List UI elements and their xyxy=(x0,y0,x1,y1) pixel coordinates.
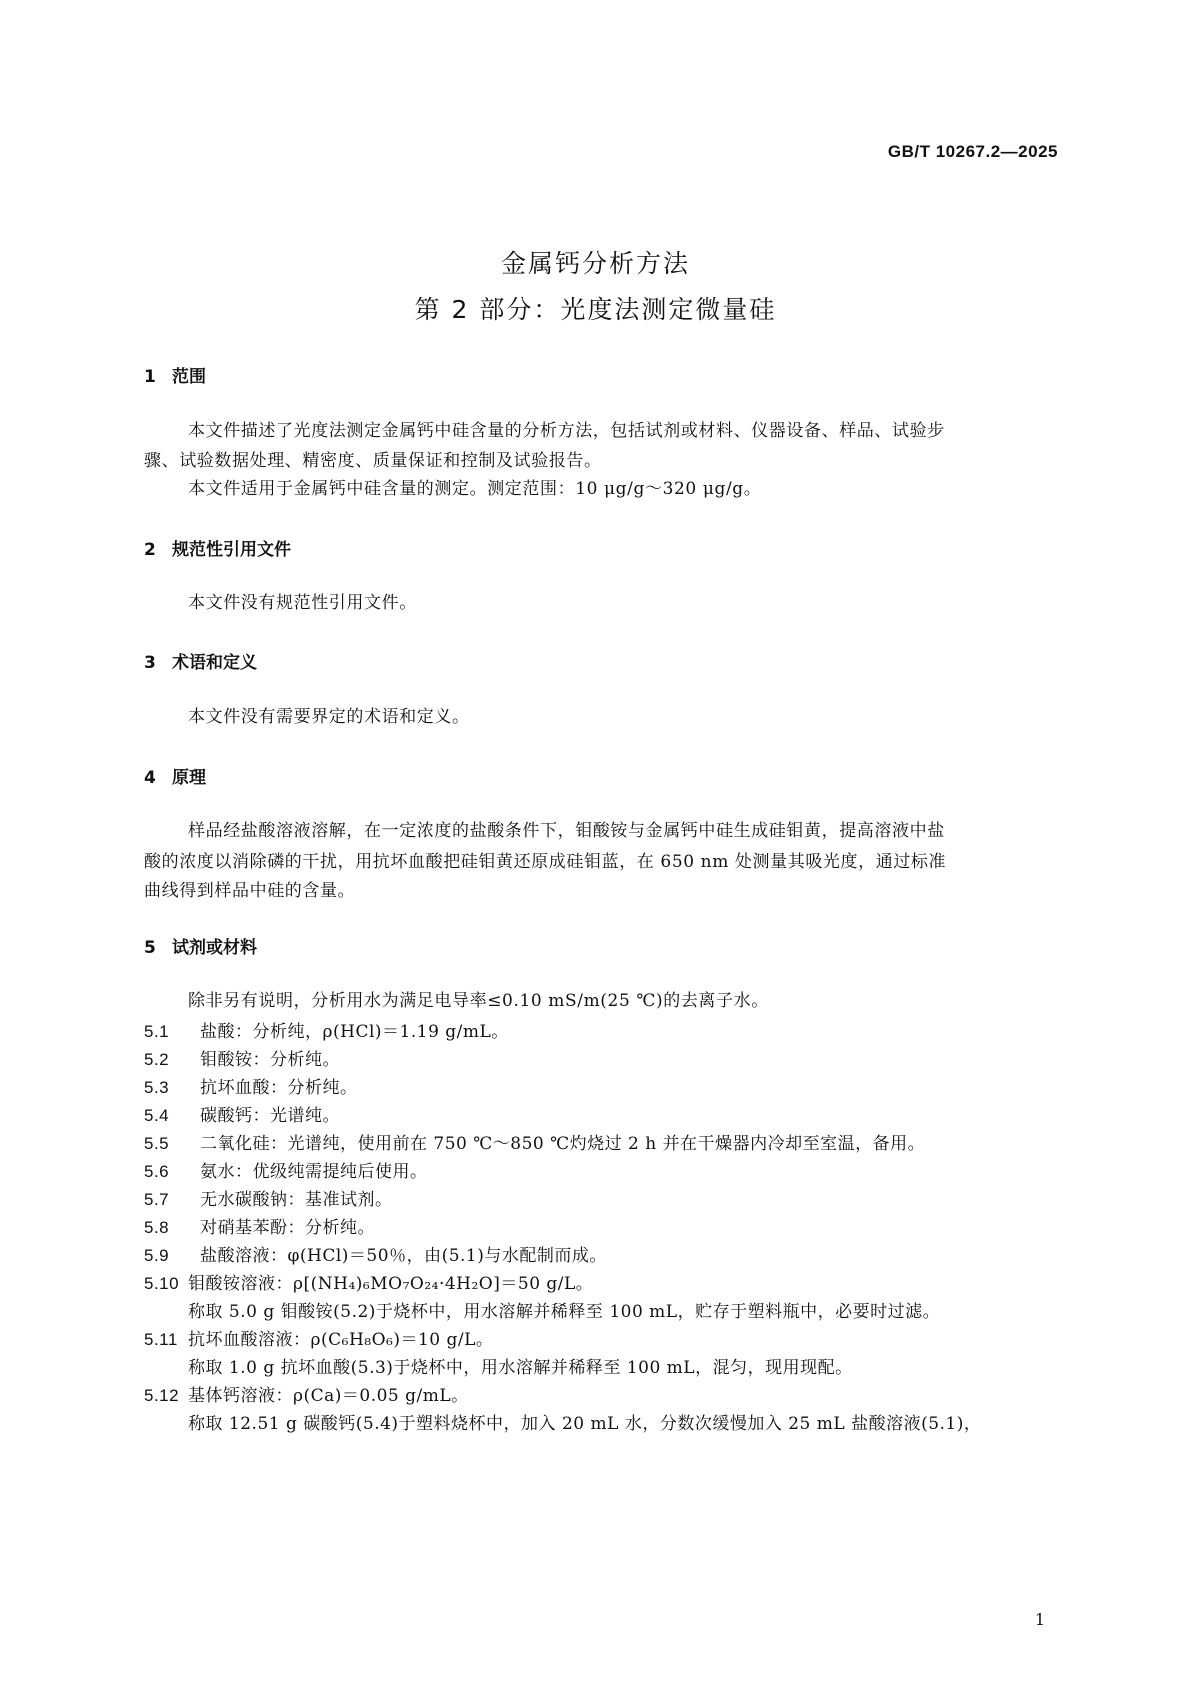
item-text: 钼酸铵：分析纯。 xyxy=(200,1050,340,1070)
section-4-paragraph-line-2: 酸的浓度以消除磷的干扰，用抗坏血酸把硅钼黄还原成硅钼蓝，在 650 nm 处测量其吸光度，通过标准 xyxy=(144,852,947,872)
item-number: 5.4 xyxy=(144,1106,170,1125)
reagent-item xyxy=(144,1045,340,1070)
reagent-item xyxy=(144,1213,375,1238)
reagent-item xyxy=(144,1129,925,1154)
item-text: 抗坏血酸溶液：ρ(C₆H₈O₆)＝10 g/L。 xyxy=(188,1330,494,1350)
page-number: 1 xyxy=(1034,1610,1045,1629)
item-number: 5.3 xyxy=(144,1078,170,1097)
section-1-paragraph-1-line-2: 骤、试验数据处理、精密度、质量保证和控制及试验报告。 xyxy=(144,451,602,471)
section-5-heading xyxy=(144,933,257,958)
section-number: 1 xyxy=(144,367,156,387)
reagent-item xyxy=(144,1185,393,1210)
item-text: 盐酸溶液：φ(HCl)＝50％，由(5.1)与水配制而成。 xyxy=(200,1246,607,1266)
reagent-item xyxy=(144,1017,509,1042)
item-text: 无水碳酸钠：基准试剂。 xyxy=(200,1190,393,1210)
item-text: 钼酸铵溶液：ρ[(NH₄)₆MO₇O₂₄·4H₂O]＝50 g/L。 xyxy=(188,1274,594,1294)
section-1-heading xyxy=(144,362,206,387)
item-number: 5.12 xyxy=(144,1386,180,1405)
reagent-item xyxy=(144,1157,428,1182)
section-2-paragraph-1: 本文件没有规范性引用文件。 xyxy=(188,593,417,613)
section-2-heading xyxy=(144,535,291,560)
item-text: 盐酸：分析纯，ρ(HCl)＝1.19 g/mL。 xyxy=(200,1022,509,1042)
reagent-item xyxy=(144,1101,340,1126)
section-5-intro: 除非另有说明，分析用水为满足电导率≤0.10 mS/m(25 ℃)的去离子水。 xyxy=(188,991,769,1011)
document-title-line1: 金属钙分析方法 xyxy=(500,249,690,278)
reagent-item xyxy=(144,1325,493,1350)
item-5-12-description: 称取 12.51 g 碳酸钙(5.4)于塑料烧杯中，加入 20 mL 水，分数次缓慢加入 25 mL 盐酸溶液(5.1)， xyxy=(188,1414,982,1434)
item-number: 5.7 xyxy=(144,1190,170,1209)
reagent-item xyxy=(144,1241,607,1266)
item-text: 二氧化硅：光谱纯，使用前在 750 ℃～850 ℃灼烧过 2 h 并在干燥器内冷却至室温，备用。 xyxy=(200,1134,926,1154)
section-number: 2 xyxy=(144,540,156,560)
item-number: 5.5 xyxy=(144,1134,170,1153)
item-number: 5.2 xyxy=(144,1050,170,1069)
item-number: 5.11 xyxy=(144,1330,178,1349)
section-title: 原理 xyxy=(172,768,206,788)
item-text: 对硝基苯酚：分析纯。 xyxy=(200,1218,375,1238)
section-4-paragraph-line-1: 样品经盐酸溶液溶解，在一定浓度的盐酸条件下，钼酸铵与金属钙中硅生成硅钼黄，提高溶液中盐 xyxy=(188,821,945,841)
standard-code: GB/T 10267.2—2025 xyxy=(887,142,1058,161)
reagent-item xyxy=(144,1269,593,1294)
section-4-heading xyxy=(144,763,206,788)
item-text: 碳酸钙：光谱纯。 xyxy=(200,1106,340,1126)
document-title-line2: 第 2 部分：光度法测定微量硅 xyxy=(414,295,777,324)
section-title: 试剂或材料 xyxy=(172,938,257,958)
section-number: 5 xyxy=(144,938,156,958)
section-title: 术语和定义 xyxy=(172,653,257,673)
section-title: 规范性引用文件 xyxy=(172,540,291,560)
item-number: 5.6 xyxy=(144,1162,170,1181)
item-text: 氨水：优级纯需提纯后使用。 xyxy=(200,1162,428,1182)
item-number: 5.9 xyxy=(144,1246,170,1265)
item-number: 5.10 xyxy=(144,1274,180,1293)
section-number: 4 xyxy=(144,768,156,788)
reagent-item xyxy=(144,1073,358,1098)
section-3-paragraph-1: 本文件没有需要界定的术语和定义。 xyxy=(188,707,470,727)
section-3-heading xyxy=(144,648,257,673)
section-1-paragraph-1-line-1: 本文件描述了光度法测定金属钙中硅含量的分析方法，包括试剂或材料、仪器设备、样品、试验步 xyxy=(188,421,945,441)
section-title: 范围 xyxy=(172,367,206,387)
item-5-10-description: 称取 5.0 g 钼酸铵(5.2)于烧杯中，用水溶解并稀释至 100 mL，贮存于塑料瓶中，必要时过滤。 xyxy=(188,1302,941,1322)
section-number: 3 xyxy=(144,653,156,673)
reagent-item xyxy=(144,1381,469,1406)
section-1-paragraph-2: 本文件适用于金属钙中硅含量的测定。测定范围：10 μg/g～320 μg/g。 xyxy=(188,479,762,499)
item-text: 基体钙溶液：ρ(Ca)＝0.05 g/mL。 xyxy=(188,1386,469,1406)
section-4-paragraph-line-3: 曲线得到样品中硅的含量。 xyxy=(144,881,356,901)
item-number: 5.8 xyxy=(144,1218,170,1237)
item-number: 5.1 xyxy=(144,1022,170,1041)
item-text: 抗坏血酸：分析纯。 xyxy=(200,1078,358,1098)
item-5-11-description: 称取 1.0 g 抗坏血酸(5.3)于烧杯中，用水溶解并稀释至 100 mL，混匀，现用现配。 xyxy=(188,1358,853,1378)
